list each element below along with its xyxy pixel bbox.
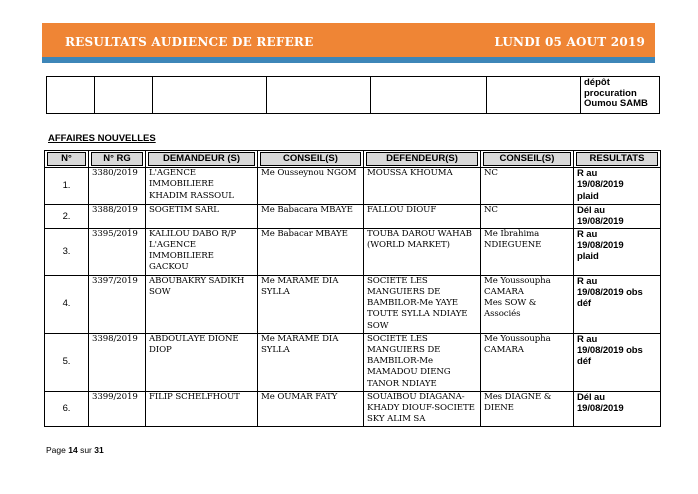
plaintiff-counsel: Me Babacar MBAYE bbox=[258, 228, 364, 275]
table-cell bbox=[47, 77, 95, 114]
table-row bbox=[45, 275, 661, 333]
defendant: MOUSSA KHOUMA bbox=[364, 168, 481, 205]
column-header: CONSEIL(S) bbox=[481, 151, 574, 168]
footer-page-label: Page bbox=[46, 445, 66, 455]
plaintiff-counsel: Me MARAME DIA SYLLA bbox=[258, 275, 364, 333]
table-row bbox=[45, 333, 661, 391]
defendant-counsel: Me Ibrahima NDIEGUENE bbox=[481, 228, 574, 275]
page-footer bbox=[46, 445, 104, 455]
column-header: DEMANDEUR (S) bbox=[146, 151, 258, 168]
case-rg: 3398/2019 bbox=[89, 333, 146, 391]
row-number: 6. bbox=[45, 391, 89, 426]
defendant-counsel: Mes DIAGNE & DIENE bbox=[481, 391, 574, 426]
defendant: FALLOU DIOUF bbox=[364, 205, 481, 229]
plaintiff: L'AGENCE IMMOBILIERE KHADIM RASSOUL bbox=[146, 168, 258, 205]
hearing-date: LUNDI 05 AOUT 2019 bbox=[494, 35, 645, 49]
table-row bbox=[45, 168, 661, 205]
column-header: RESULTATS bbox=[574, 151, 661, 168]
plaintiff-counsel: Me Ousseynou NGOM bbox=[258, 168, 364, 205]
footer-sur-label: sur bbox=[80, 445, 92, 455]
section-title: AFFAIRES NOUVELLES bbox=[48, 133, 156, 144]
defendant: SOUAIBOU DIAGANA- KHADY DIOUF-SOCIETE SKY ALIM SA bbox=[364, 391, 481, 426]
plaintiff: ABOUBAKRY SADIKH SOW bbox=[146, 275, 258, 333]
table-cell bbox=[95, 77, 153, 114]
row-number: 5. bbox=[45, 333, 89, 391]
table-cell bbox=[153, 77, 267, 114]
header-banner bbox=[42, 23, 655, 63]
continued-table bbox=[46, 76, 660, 114]
result: R au 19/08/2019 obs déf bbox=[574, 275, 661, 333]
case-rg: 3395/2019 bbox=[89, 228, 146, 275]
row-number: 3. bbox=[45, 228, 89, 275]
defendant-counsel: NC bbox=[481, 168, 574, 205]
defendant: TOUBA DAROU WAHAB (WORLD MARKET) bbox=[364, 228, 481, 275]
result: Dél au 19/08/2019 bbox=[574, 391, 661, 426]
table-row bbox=[47, 77, 660, 114]
result: R au 19/08/2019 plaid bbox=[574, 228, 661, 275]
plaintiff: FILIP SCHELFHOUT bbox=[146, 391, 258, 426]
column-header: N° bbox=[45, 151, 89, 168]
plaintiff: ABDOULAYE DIONE DIOP bbox=[146, 333, 258, 391]
table-row bbox=[45, 205, 661, 229]
defendant-counsel: Me Youssoupha CAMARA bbox=[481, 333, 574, 391]
row-number: 2. bbox=[45, 205, 89, 229]
case-rg: 3397/2019 bbox=[89, 275, 146, 333]
case-rg: 3399/2019 bbox=[89, 391, 146, 426]
result: Dél au 19/08/2019 bbox=[574, 205, 661, 229]
footer-total-pages: 31 bbox=[94, 445, 104, 455]
cases-table bbox=[44, 150, 661, 427]
table-row bbox=[45, 228, 661, 275]
footer-page-number: 14 bbox=[68, 445, 78, 455]
case-rg: 3388/2019 bbox=[89, 205, 146, 229]
case-rg: 3380/2019 bbox=[89, 168, 146, 205]
row-number: 1. bbox=[45, 168, 89, 205]
defendant-counsel: NC bbox=[481, 205, 574, 229]
table-row bbox=[45, 391, 661, 426]
plaintiff: KALILOU DABO R/P L'AGENCE IMMOBILIERE GACKOU bbox=[146, 228, 258, 275]
defendant: SOCIETE LES MANGUIERS DE BAMBILOR-Me YAYE TOUTE SYLLA NDIAYE SOW bbox=[364, 275, 481, 333]
plaintiff-counsel: Me MARAME DIA SYLLA bbox=[258, 333, 364, 391]
defendant-counsel: Me Youssoupha CAMARA Mes SOW & Associés bbox=[481, 275, 574, 333]
plaintiff-counsel: Me Babacara MBAYE bbox=[258, 205, 364, 229]
table-cell bbox=[487, 77, 581, 114]
plaintiff: SOGETIM SARL bbox=[146, 205, 258, 229]
result-cell: dépôt procuration Oumou SAMB bbox=[581, 77, 660, 114]
result: R au 19/08/2019 plaid bbox=[574, 168, 661, 205]
defendant: SOCIETE LES MANGUIERS DE BAMBILOR-Me MAMADOU DIENG TANOR NDIAYE bbox=[364, 333, 481, 391]
column-header: DEFENDEUR(S) bbox=[364, 151, 481, 168]
column-header: N° RG bbox=[89, 151, 146, 168]
row-number: 4. bbox=[45, 275, 89, 333]
table-cell bbox=[267, 77, 371, 114]
table-header-row bbox=[45, 151, 661, 168]
table-cell bbox=[371, 77, 487, 114]
column-header: CONSEIL(S) bbox=[258, 151, 364, 168]
plaintiff-counsel: Me OUMAR FATY bbox=[258, 391, 364, 426]
result: R au 19/08/2019 obs déf bbox=[574, 333, 661, 391]
page-title: RESULTATS AUDIENCE DE REFERE bbox=[65, 35, 314, 49]
